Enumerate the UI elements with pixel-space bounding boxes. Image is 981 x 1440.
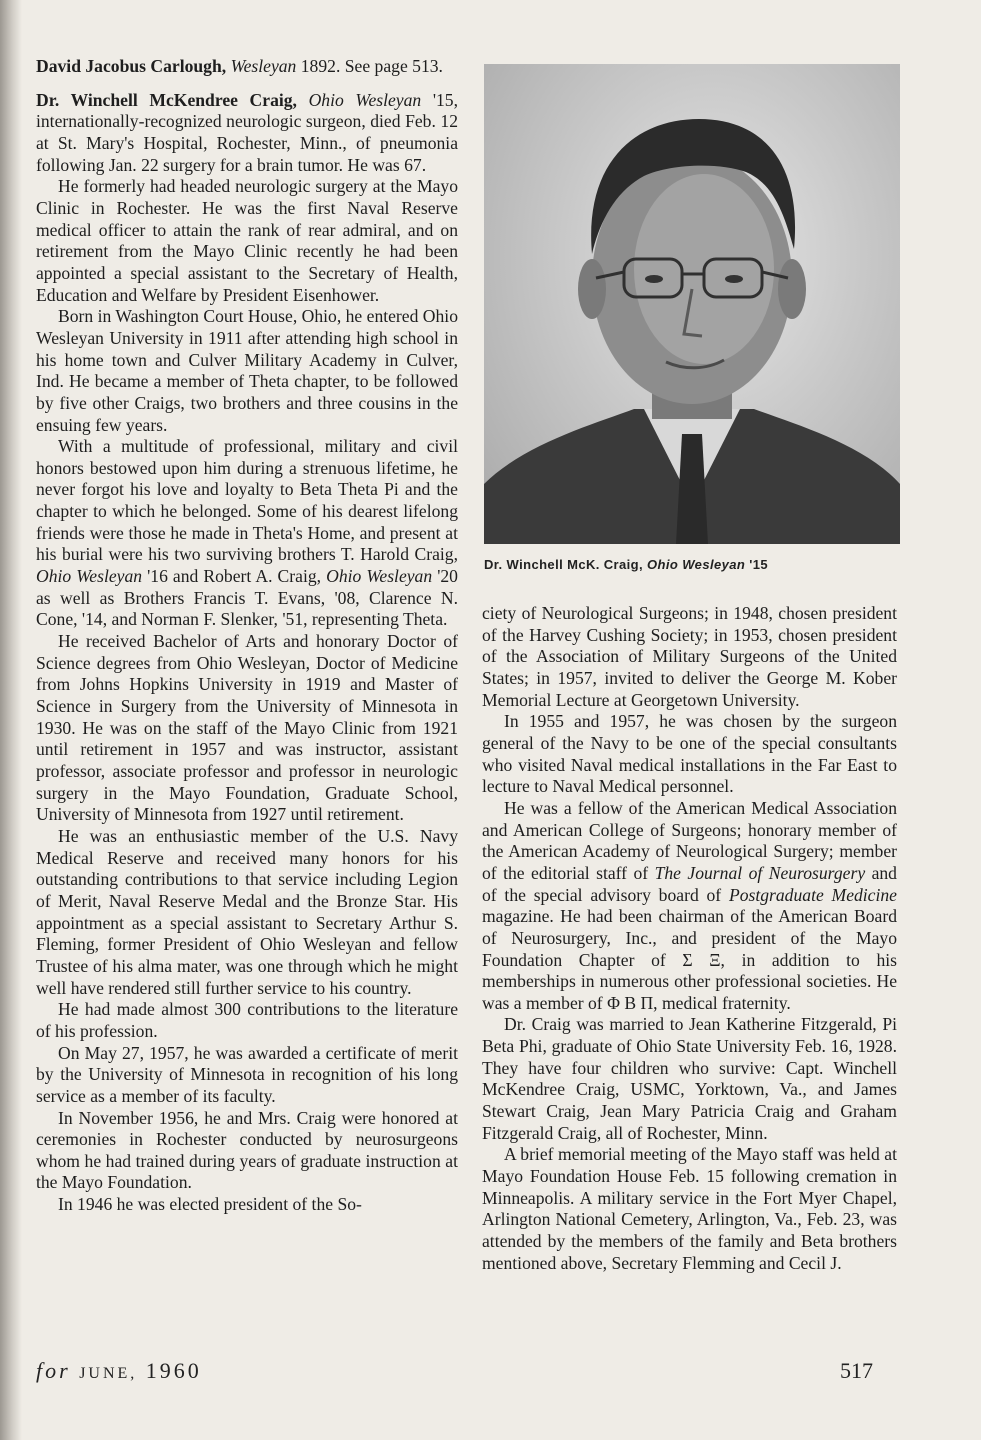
loyalty-text-b: '16 and Robert A. Craig, [142,566,327,587]
paragraph-far-east: In 1955 and 1957, he was chosen by the surgeon general of the Navy to be one of the special consultants who visited Naval medical installations in the Far East to lecture to Naval Medical personnel. [482,711,897,797]
caption-class: '15 [745,557,768,572]
footer-month: JUNE, [79,1365,138,1382]
magazine-title: Postgraduate Medicine [728,884,897,905]
paragraph-family: Dr. Craig was married to Jean Katherine Fitzgerald, Pi Beta Phi, graduate of Ohio State University Feb. 16, 1928. They have four children who survive: Capt. Winchell McKendree Craig, USMC, Yorktown, Va., and James Stewart Craig, Jean Mary Patricia Craig and Graham Fitzgerald Craig, all of Rochester, Minn. [482,1014,897,1143]
paragraph-memorial: A brief memorial meeting of the Mayo staff was held at Mayo Foundation House Feb. 15 following cremation in Minneapolis. A military service in the Fort Myer Chapel, Arlington National Cemetery, Arlington, Va., Feb. 23, was attended by the members of the family and Beta brothers mentioned above, Secretary Flemming and Cecil J. [482,1144,897,1273]
paragraph-presidencies: ciety of Neurological Surgeons; in 1948, chosen president of the Harvey Cushing Society; in 1953, chosen president of the Association of Military Surgeons of the United States; in 1957, invited to deliver the George M. Kober Memorial Lecture at Georgetown University. [482,603,897,710]
loyalty-chapter-1: Ohio Wesleyan [36,566,143,587]
caption-chapter: Ohio Wesleyan [647,557,746,572]
entry-craig [36,90,458,177]
footer-year: 1960 [145,1358,202,1383]
portrait-eye-right [725,275,743,283]
photo-caption [484,557,900,572]
craig-intro: '15, internationally-recognized neurologic surgeon, died Feb. 12 at St. Mary's Hospital, Rochester, Minn., of pneumonia following Jan. 22 surgery for a brain tumor. He was 67. [36,89,458,175]
entry-carlough [36,56,458,78]
scan-edge-shadow [0,0,22,1440]
memberships-text-c: magazine. He had been chairman of the American Board of Neurosurgery, Inc., and president of the Mayo Foundation Chapter of Σ Ξ, in addition to his memberships in numerous other professional societies. He was a member of Φ Β Π, medical fraternity. [482,906,897,1013]
caption-name: Dr. Winchell McK. Craig, [484,557,648,572]
paragraph-contributions: He had made almost 300 contributions to the literature of his profession. [36,999,458,1041]
portrait-eye-left [645,275,663,283]
paragraph-early-life: Born in Washington Court House, Ohio, he entered Ohio Wesleyan University in 1911 after attending high school in his home town and Culver Military Academy in Culver, Ind. He became a member of Theta chapter, to be followed by five other Craigs, two brothers and three cousins in the ensuing few years. [36,306,458,435]
paragraph-honored: In November 1956, he and Mrs. Craig were honored at ceremonies in Rochester conducted by neurosurgeons whom he had trained during years of graduate instruction at the Mayo Foundation. [36,1107,458,1193]
portrait-ear-right [778,259,806,319]
portrait-photo [484,64,900,544]
craig-chapter: Ohio Wesleyan [308,89,422,110]
loyalty-text-c: '20 as well as Brothers Francis T. Evans, '08, Clarence N. Cone, '14, and Norman F. Slenker, '51, representing Theta. [36,566,458,630]
right-column [482,603,897,1274]
footer-for: for [36,1358,71,1383]
left-column [36,56,458,1216]
memberships-text-a: He was a fellow of the American Medical Association and American College of Surgeons; honorary member of the American Academy of Neurological Surgery; member of the editorial staff of [482,797,897,883]
loyalty-text-a: With a multitude of professional, military and civil honors bestowed upon him during a strenuous lifetime, he never forgot his love and loyalty to Beta Theta Pi and the chapter to which he belonged. Some of his dearest lifelong friends were those he made in Theta's Home, and present at his burial were his two surviving brothers T. Harold Craig, [36,436,458,565]
paragraph-certificate: On May 27, 1957, he was awarded a certificate of merit by the University of Minnesota in recognition of his long service as a member of its faculty. [36,1042,458,1106]
carlough-chapter: Wesleyan [230,56,297,76]
paragraph-mayo-career: He formerly had headed neurologic surgery at the Mayo Clinic in Rochester. He was the first Naval Reserve medical officer to attain the rank of rear admiral, and on retirement from the Mayo Clinic recently he had been appointed a special assistant to the Secretary of Health, Education and Welfare by President Eisenhower. [36,176,458,305]
paragraph-loyalty [36,436,458,631]
portrait-ear-left [578,259,606,319]
footer-issue [36,1358,202,1384]
journal-title: The Journal of Neurosurgery [654,862,866,883]
paragraph-degrees: He received Bachelor of Arts and honorary Doctor of Science degrees from Ohio Wesleyan, Doctor of Medicine from Johns Hopkins University in 1919 and Master of Science in Surgery from the University of Minnesota in 1930. He was on the staff of the Mayo Clinic from 1921 until retirement in 1957 and was instructor, assistant professor, associate professor and professor in neurologic surgery in the Mayo Foundation, Graduate School, University of Minnesota from 1927 until retirement. [36,631,458,825]
craig-name: Dr. Winchell McKendree Craig, [36,89,297,110]
loyalty-chapter-2: Ohio Wesleyan [326,566,433,587]
paragraph-navy: He was an enthusiastic member of the U.S. Navy Medical Reserve and received many honors for his outstanding contributions to that service including Legion of Merit, Naval Reserve Medal and the Bronze Star. His appointment as a special assistant to Secretary Arthur S. Fleming, former President of Ohio Wesleyan and fellow Trustee of his alma mater, was one through which he might well have rendered still further service to his country. [36,825,458,998]
paragraph-society: In 1946 he was elected president of the So- [58,1194,362,1215]
page-number: 517 [840,1358,873,1383]
carlough-rest: 1892. See page 513. [296,56,443,76]
paragraph-memberships [482,798,897,1015]
carlough-name: David Jacobus Carlough, [36,56,227,76]
portrait-illustration [484,64,900,544]
memberships-text-b: and of the special advisory board of [482,862,897,905]
